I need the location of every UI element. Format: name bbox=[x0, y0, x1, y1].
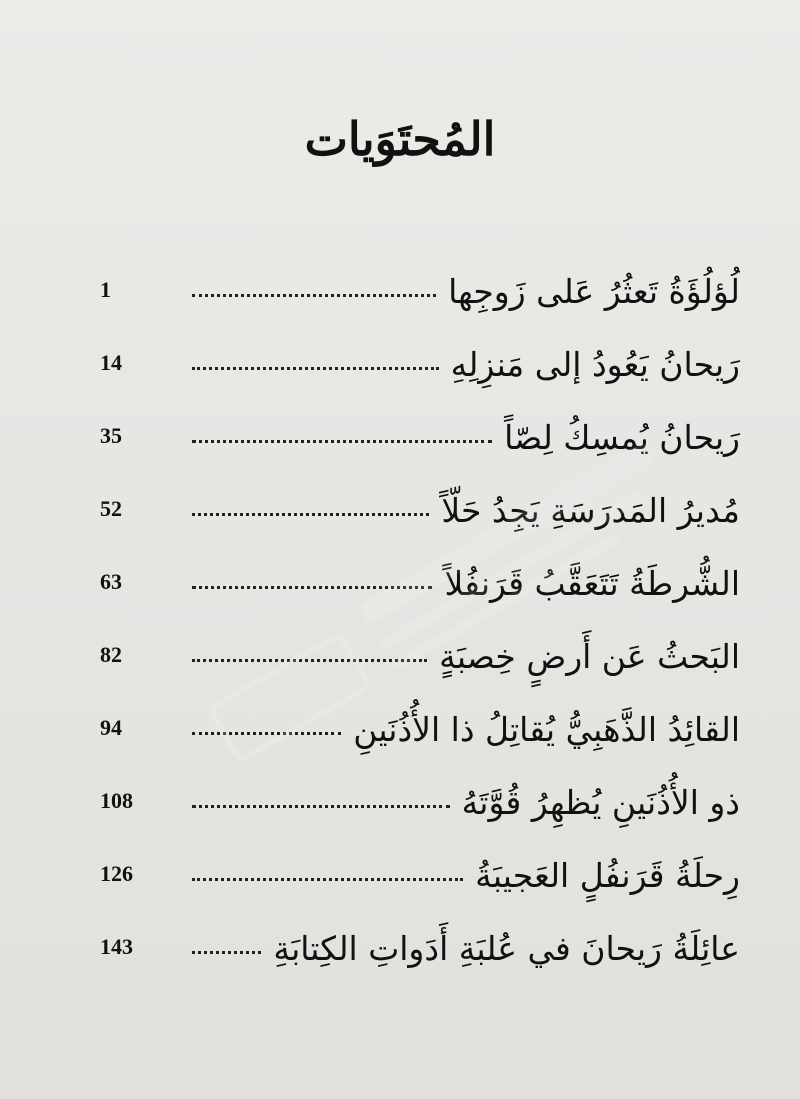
dot-leader bbox=[192, 586, 432, 589]
toc-entry-title: البَحثُ عَن أَرضٍ خِصبَةٍ bbox=[439, 637, 740, 676]
toc-entry bbox=[100, 457, 740, 530]
toc-entry-title: ذو الأُذُنَينِ يُظهِرُ قُوَّتَهُ bbox=[461, 783, 740, 822]
toc-entry bbox=[100, 676, 740, 749]
toc-page-number: 14 bbox=[100, 350, 122, 375]
dot-leader bbox=[192, 805, 450, 808]
toc-entry bbox=[100, 311, 740, 384]
toc-entry bbox=[100, 895, 740, 968]
toc-page-number: 52 bbox=[100, 496, 122, 521]
table-of-contents bbox=[100, 238, 740, 968]
toc-entry bbox=[100, 238, 740, 311]
dot-leader bbox=[192, 513, 429, 516]
page-title: المُحتَوَيات bbox=[304, 112, 496, 166]
toc-page-number: 143 bbox=[100, 934, 133, 959]
toc-page-number: 108 bbox=[100, 788, 133, 813]
dot-leader bbox=[192, 367, 439, 370]
toc-entry-title: رِحلَةُ قَرَنفُلٍ العَجيبَةُ bbox=[475, 856, 740, 895]
toc-entry-title: القائِدُ الذَّهَبِيُّ يُقاتِلُ ذا الأُذُنَينِ bbox=[353, 710, 740, 749]
toc-entry-title: لُؤلُؤَةُ تَعثُرُ عَلى زَوجِها bbox=[448, 272, 740, 311]
toc-entry-title: رَيحانُ يَعُودُ إلى مَنزِلِهِ bbox=[450, 345, 740, 384]
toc-entry-title: الشُّرطَةُ تَتَعَقَّبُ قَرَنفُلاً bbox=[444, 564, 740, 603]
dot-leader bbox=[192, 659, 427, 662]
toc-page-number: 63 bbox=[100, 569, 122, 594]
toc-entry bbox=[100, 603, 740, 676]
toc-page-number: 1 bbox=[100, 277, 111, 302]
toc-page-number: 82 bbox=[100, 642, 122, 667]
dot-leader bbox=[192, 878, 463, 881]
toc-entry bbox=[100, 749, 740, 822]
dot-leader bbox=[192, 732, 341, 735]
toc-entry bbox=[100, 384, 740, 457]
toc-entry bbox=[100, 530, 740, 603]
toc-entry bbox=[100, 822, 740, 895]
toc-entry-title: رَيحانُ يُمسِكُ لِصّاً bbox=[504, 418, 740, 457]
toc-page-number: 94 bbox=[100, 715, 122, 740]
toc-entry-title: عائِلَةُ رَيحانَ في عُلبَةِ أَدَواتِ الكِتابَةِ bbox=[273, 929, 740, 968]
dot-leader bbox=[192, 951, 261, 954]
dot-leader bbox=[192, 294, 436, 297]
toc-page-number: 35 bbox=[100, 423, 122, 448]
toc-entry-title: مُديرُ المَدرَسَةِ يَجِدُ حَلّاً bbox=[441, 491, 740, 530]
toc-page-number: 126 bbox=[100, 861, 133, 886]
dot-leader bbox=[192, 440, 492, 443]
